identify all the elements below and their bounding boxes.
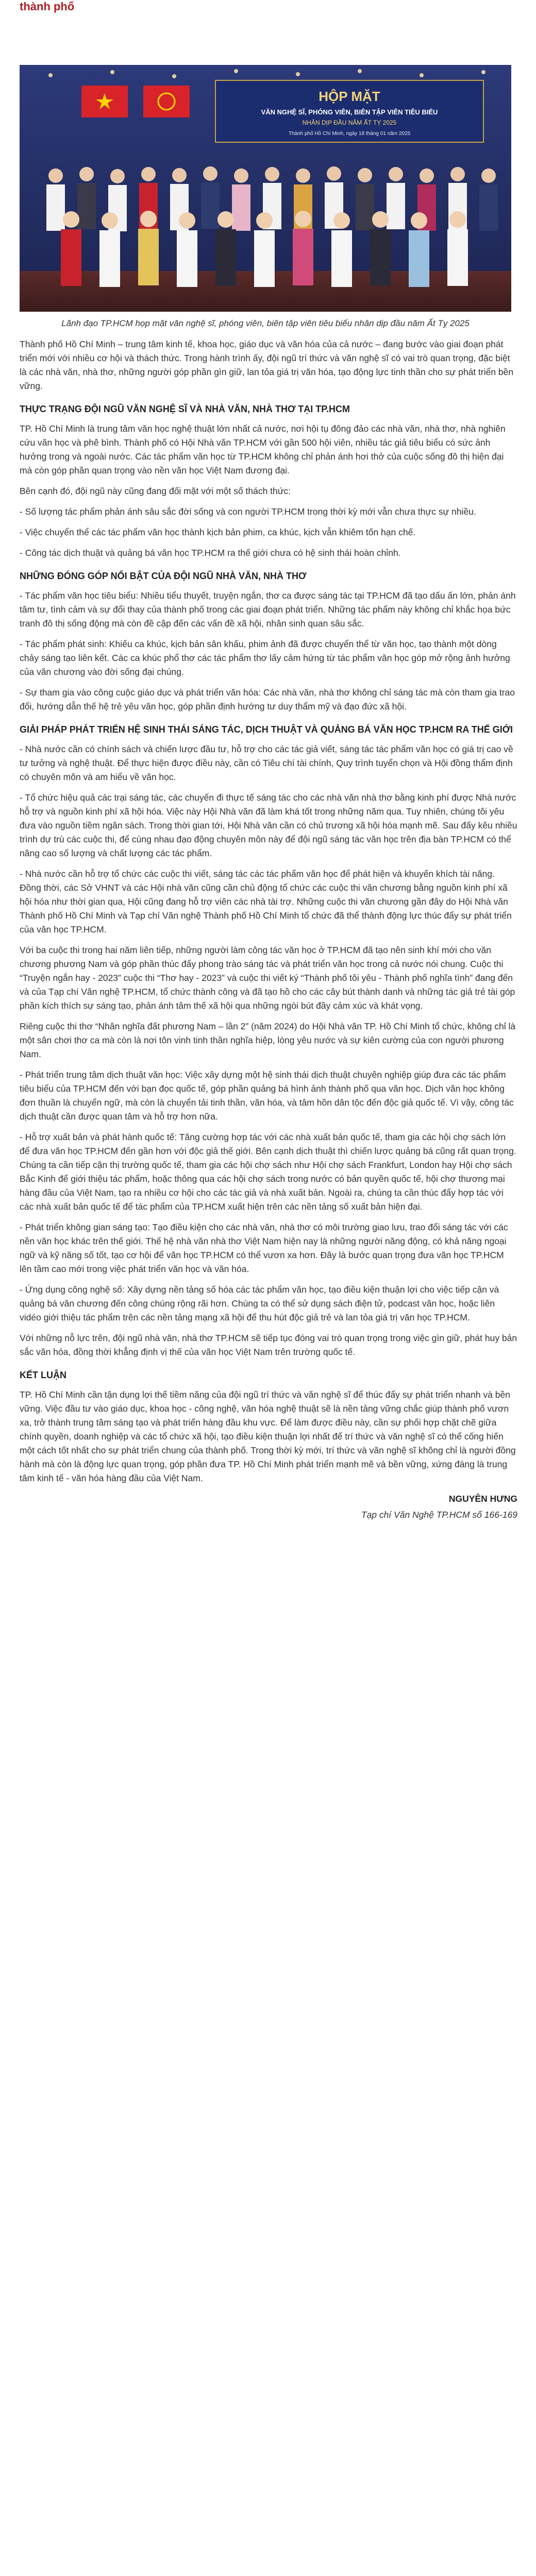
paragraph: Bên cạnh đó, đội ngũ này cũng đang đối mặt với một số thách thức: <box>20 486 291 496</box>
paragraph: - Tác phẩm phát sinh: Khiếu ca khúc, kịch bản sân khấu, phim ảnh đã được chuyển thể từ văn học, tạo thành một dòng chảy sáng tạo liên kết. Các ca khúc phổ thơ các tác phẩm thơ lấy cảm hứng từ tác phẩm văn học góp mở rộng ảnh hưởng của văn chương vào đời sống đại chúng. <box>20 639 510 677</box>
conclusion-paragraph: TP. Hồ Chí Minh cần tận dụng lợi thế tiềm năng của đội ngũ trí thức và văn nghệ sĩ để thúc đẩy sự phát triển nhanh và bền vững. Việc đầu tư vào giáo dục, khoa học - công nghệ, văn hóa nghệ thuật sẽ là nền tảng vững chắc giúp thành phố vươn xa, trở thành trung tâm sáng tạo và phát triển hàng đầu khu vực. Để làm được điều này, cần sự phối hợp chặt chẽ giữa chính quyền, doanh nghiệp và các tổ chức xã hội, tạo điều kiện thuận lợi nhất để trí thức và văn nghệ sĩ có thể cống hiến một cách tốt nhất cho sự phát triển chung của thành phố. Trong thời kỳ mới, trí thức và văn nghệ sĩ không chỉ là người đồng hành mà còn là động lực quan trọng, góp phần đưa TP. Hồ Chí Minh phát triển mạnh mẽ và bền vững, xứng đáng là trung tâm kinh tế - văn hóa hàng đầu của Việt Nam. <box>20 1389 516 1483</box>
paragraph: Với ba cuộc thi trong hai năm liên tiếp, những người làm công tác văn học ở TP.HCM đã tạo nên sinh khí mới cho văn chương phương Nam và góp phần thúc đẩy phong trào sáng tác và phát triển văn học trong cả nước nói chung. Cuộc thi “Truyện ngắn hay - 2023” cuộc thi “Thơ hay - 2023” và cuộc thi viết ký “Thành phố tôi yêu - Thành phố nghĩa tình” đang đến và của Tạp chí Văn nghệ TP.HCM, tổ chức thành công và đã tạo hồ cho các cây bút thành danh và những tác giả trẻ tài góp phần kích thích sự sáng tạo, phản ánh tâm thế xã hội qua những ngòi bút đầy cảm xúc và khát vọng. <box>20 945 515 1011</box>
paragraph: - Tổ chức hiệu quả các trại sáng tác, các chuyến đi thực tế sáng tác cho các nhà văn nhà thơ bằng kinh phí được Nhà nước hỗ trợ và nguồn kinh phí xã hội hóa. Việc này Hội Nhà văn đã làm khá tốt trong những năm qua. Tuy nhiên, chúng tôi yêu đưa vào nguồn tiềm ngân sách. Trong thời gian tới, Hội Nhà văn cần có chủ trương xã hội hóa mạnh mẽ. Sau đấy kêu nhiều trình dự trù các cuộc thi, để cùng nhau đạo động chuyên môn này để đội ngũ sáng tác văn học trên địa bàn TP.HCM có thể nâng cao số lượng và chất lượng các tác phẩm. <box>20 792 517 858</box>
paragraph: Với những nỗ lực trên, đội ngũ nhà văn, nhà thơ TP.HCM sẽ tiếp tục đóng vai trò quan trọng trong việc gìn giữ, phát huy bản sắc văn hóa, đồng thời khẳng định vị thế của văn học Việt Nam trên trường quốc tế. <box>20 1333 517 1357</box>
paragraph: - Ứng dụng công nghệ số: Xây dựng nền tảng số hóa các tác phẩm văn học, tạo điều kiện thuận lợi cho việc tiếp cận và quảng bá văn chương đến công chúng rộng rãi hơn. Chúng ta có thể sử dụng sách điện tử, podcast văn học, hoặc liên vidéo giới thiệu tác phẩm trên các nền tảng mạng xã hội để thu hút độc giả trẻ và lan tỏa giá trị văn học TP.HCM. <box>20 1284 499 1323</box>
paragraph: - Sự tham gia vào công cuộc giáo dục và phát triển văn hóa: Các nhà văn, nhà thơ không chỉ sáng tác mà còn tham gia trao đổi, hướng dẫn thế hệ trẻ yêu văn học, góp phần định hướng tư duy thẩm mỹ và đạo đức xã hội. <box>20 687 515 711</box>
paragraph: Riêng cuộc thi thơ “Nhân nghĩa đất phương Nam – lần 2” (năm 2024) do Hội Nhà văn TP. Hồ Chí Minh tổ chức, không chỉ là một sân chơi thơ ca mà còn là nơi tôn vinh tinh thần nghĩa hiệp, lòng yêu nước và sự kiên cường của con người phương Nam. <box>20 1021 516 1059</box>
paragraph: - Nhà nước cần có chính sách và chiến lược đầu tư, hỗ trợ cho các tác giả viết, sáng tác tác phẩm văn học có giá trị cao về tư tưởng và nghệ thuật. Để thực hiện được điều này, cần có Tiêu chí tài chính, Quy trình tuyển chọn và Hội đồng thẩm định có chuyên môn và am hiểu về văn học. <box>20 744 513 782</box>
author-name: NGUYÊN HƯNG <box>448 1494 517 1504</box>
bullet-item: - Việc chuyển thể các tác phẩm văn học thành kịch bản phim, ca khúc, kịch vẫn khiêm tốn hạn chế. <box>20 527 416 537</box>
flag-right <box>143 86 190 117</box>
svg-text:Thành phố Hồ Chí Minh, ngày 18: Thành phố Hồ Chí Minh, ngày 18 tháng 01 năm 2025 <box>288 131 411 137</box>
section-title[interactable]: thành phố <box>20 0 75 13</box>
article-photo <box>20 65 511 312</box>
intro-paragraph: Thành phố Hồ Chí Minh – trung tâm kinh tế, khoa học, giáo dục và văn hóa của cả nước – đang bước vào giai đoạn phát triển mới với nhiều cơ hội và thách thức. Trong hành trình ấy, đội ngũ trí thức và văn nghệ sĩ có vai trò quan trọng, đặc biệt là các nhà văn, nhà thơ, những người góp phần gìn giữ, lan tỏa giá trị văn hóa, tạo động lực tinh thần cho sự phát triển bền vững. <box>20 339 514 391</box>
svg-text:NHÂN DỊP ĐẦU NĂM ẤT TỴ 2025: NHÂN DỊP ĐẦU NĂM ẤT TỴ 2025 <box>302 119 397 126</box>
paragraph: TP. Hồ Chí Minh là trung tâm văn học nghệ thuật lớn nhất cả nước, nơi hội tụ đông đảo các nhà văn, nhà thơ, nhà nghiên cứu văn học và phê bình. Thành phố có Hội Nhà văn TP.HCM với gần 500 hội viên, nhiều tác giả tiêu biểu có sức ảnh hưởng trong và ngoài nước. Các tác phẩm văn học từ TP.HCM không chỉ phản ánh hơi thở của cuộc sống đô thị hiện đại mà còn góp phần quan trọng vào nền văn học Việt Nam đương đại. <box>20 423 506 476</box>
section-heading: KẾT LUẬN <box>20 1370 66 1380</box>
paragraph: - Phát triển không gian sáng tạo: Tạo điều kiện cho các nhà văn, nhà thơ có môi trường giao lưu, trao đổi sáng tác với các nền văn học khác trên thế giới. Thế hệ nhà văn nhà thơ Việt Nam hiện nay là những người năng động, có khả năng ngoại ngữ và kỹ năng số tốt, tạo cơ hội để văn học TP.HCM có thể vươn xa hơn. Đây là bước quan trọng đưa văn học TP.HCM lên tầm cao mới trong việc phát triển văn học và văn hóa. <box>20 1222 508 1274</box>
article-source: Tạp chí Văn Nghệ TP.HCM số 166-169 <box>361 1510 517 1520</box>
photo-caption: Lãnh đạo TP.HCM họp mặt văn nghệ sĩ, phóng viên, biên tập viên tiêu biểu nhân dịp đầu năm Ất Tỵ 2025 <box>61 318 470 328</box>
section-heading: GIẢI PHÁP PHÁT TRIỂN HỆ SINH THÁI SÁNG TÁC, DỊCH THUẬT VÀ QUẢNG BÁ VĂN HỌC TP.HCM RA THẾ GIỚI <box>20 724 513 735</box>
paragraph: - Tác phẩm văn học tiêu biểu: Nhiều tiểu thuyết, truyện ngắn, thơ ca được sáng tác tại TP.HCM đã tạo dấu ấn lớn, phản ánh tâm tư, tình cảm và sự đổi thay của thành phố trong các giai đoạn phát triển. Những tác phẩm này không chỉ khắc họa bức tranh đô thị sống động mà còn đề cập đến các vấn đề xã hội, nhân sinh quan sâu sắc. <box>20 590 516 629</box>
paragraph: - Nhà nước cần hỗ trợ tổ chức các cuộc thi viết, sáng tác các tác phẩm văn học để phát hiện và khuyến khích tài năng. Đồng thời, các Sở VHNT và các Hội nhà văn cũng cần chủ động tổ chức các cuộc thi văn chương bằng nguồn kinh phí xã hội hóa như thời gian qua, Hội cũng đang hỗ trợ viên các nhà tài trợ. Những cuộc thi văn chương gần đây do Hội Nhà văn Thành phố Hồ Chí Minh và Tạp chí Văn nghệ Thành phố Hồ Chí Minh tổ chức đã thể thành động lực thúc đẩy sự phát triển của văn học TP.HCM. <box>20 869 512 935</box>
group-photo-illustration <box>20 65 511 312</box>
svg-text:VĂN NGHỆ SĨ, PHÓNG VIÊN, BIÊN: VĂN NGHỆ SĨ, PHÓNG VIÊN, BIÊN TẬP VIÊN TIÊU BIỂU <box>261 108 438 116</box>
svg-text:HỘP MẶT: HỘP MẶT <box>319 89 380 104</box>
paragraph: - Phát triển trung tâm dịch thuật văn học: Việc xây dựng một hệ sinh thái dịch thuật chuyên nghiệp giúp đưa các tác phẩm tiêu biểu của TP.HCM đến với bạn đọc quốc tế, góp phần quảng bá hình ảnh thành phố qua văn học. Dịch văn học không đơn thuần là chuyển ngữ, mà còn là chuyển tải tinh thần, văn hóa, và tâm hồn dân tộc đến độc giả quốc tế. Vì vậy, công tác dịch thuật cần được quan tâm và hỗ trợ hơn nữa. <box>20 1070 514 1122</box>
article-body <box>20 337 517 1522</box>
bullet-item: - Số lượng tác phẩm phản ánh sâu sắc đời sống và con người TP.HCM trong thời kỳ mới vẫn chưa thực sự nhiều. <box>20 506 476 517</box>
bullet-item: - Công tác dịch thuật và quảng bá văn học TP.HCM ra thế giới chưa có hệ sinh thái hoàn chỉnh. <box>20 548 401 558</box>
section-heading: NHỮNG ĐÓNG GÓP NỔI BẬT CỦA ĐỘI NGŨ NHÀ VĂN, NHÀ THƠ <box>20 571 307 581</box>
paragraph: - Hỗ trợ xuất bản và phát hành quốc tế: Tăng cường hợp tác với các nhà xuất bản quốc tế, tham gia các hội chợ sách lớn để đưa văn học TP.HCM đến gần hơn với độc giả thế giới. Bên cạnh dịch thuật thì chiến lược quảng bá cũng rất quan trọng. Chúng ta cần tiếp cận thị trường quốc tế, tham gia các hội chợ sách như Hội chợ sách Frankfurt, London hay Hội chợ sách Bắc Kinh để giới thiệu tác phẩm, hoặc thông qua các hội chợ sách trong nước có bản quyền quốc tế, hội chợ thương mại hàng đầu của Việt Nam, tạo ra nhiều cơ hội cho các tác giả và nhà xuất bản. Ngoài ra, chúng ta cần thúc đẩy hợp tác với các nhà xuất bản quốc tế để tác phẩm của TP.HCM xuất hiện trên các nền tảng số xuất bản hiện đại. <box>20 1132 516 1212</box>
section-heading: THỰC TRẠNG ĐỘI NGŨ VĂN NGHỆ SĨ VÀ NHÀ VĂN, NHÀ THƠ TẠI TP.HCM <box>20 404 350 414</box>
